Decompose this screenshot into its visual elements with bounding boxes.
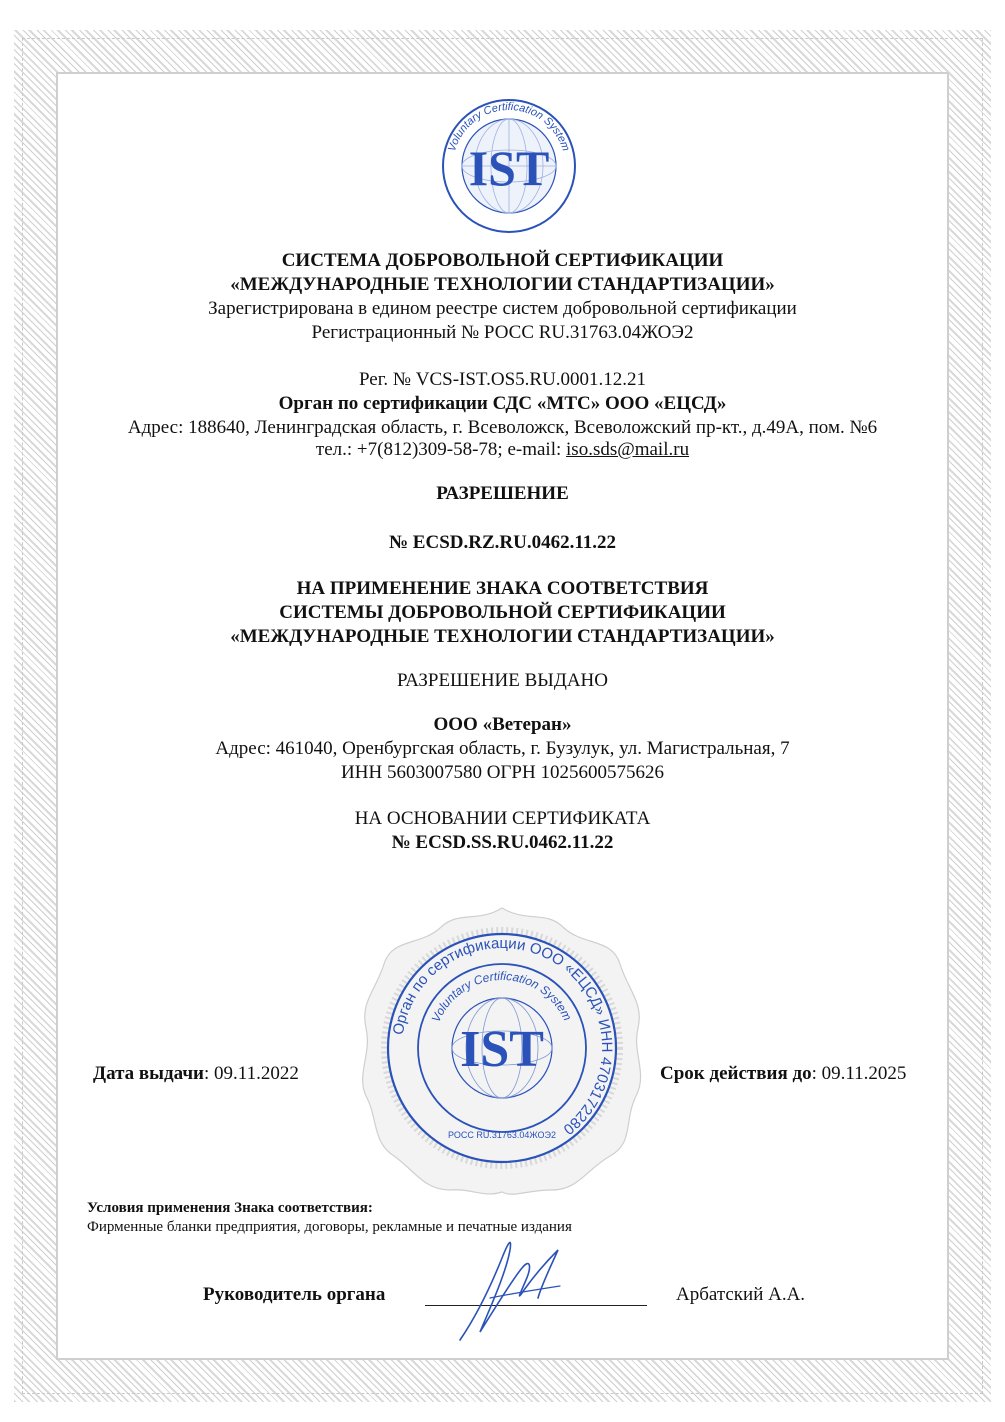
header-line2: «МЕЖДУНАРОДНЫЕ ТЕХНОЛОГИИ СТАНДАРТИЗАЦИИ» — [230, 274, 775, 295]
issue-date-value: : 09.11.2022 — [204, 1063, 299, 1084]
svg-text:РОСС RU.31763.04ЖОЭ2: РОСС RU.31763.04ЖОЭ2 — [448, 1130, 556, 1140]
header-line3: Зарегистрирована в едином реестре систем добровольной сертификации — [208, 298, 797, 319]
permit-subject1: НА ПРИМЕНЕНИЕ ЗНАКА СООТВЕТСТВИЯ — [296, 578, 709, 599]
svg-text:Voluntary Certification System: Voluntary Certification System — [446, 100, 572, 154]
svg-text:Орган по сертификации ООО «ЕЦС: Орган по сертификации ООО «ЕЦСД» ИНН 4703172280 — [389, 934, 616, 1138]
signer-name: Арбатский А.А. — [676, 1284, 806, 1305]
organ-name: Орган по сертификации СДС «МТС» ООО «ЕЦСД» — [278, 393, 727, 414]
permit-number: № ECSD.RZ.RU.0462.11.22 — [388, 532, 617, 553]
permit-issued-label: РАЗРЕШЕНИЕ ВЫДАНО — [396, 670, 608, 691]
svg-text:Voluntary Certification System: Voluntary Certification System — [428, 968, 575, 1025]
valid-until — [660, 1063, 906, 1085]
basis-number: № ECSD.SS.RU.0462.11.22 — [391, 832, 614, 853]
header-registration: Регистрационный № РОСС RU.31763.04ЖОЭ2 — [311, 322, 694, 343]
holder-name: ООО «Ветеран» — [433, 714, 572, 735]
organ-contacts-phone: тел.: +7(812)309-58-78; e-mail: — [315, 439, 567, 460]
organ-contacts — [60, 438, 945, 461]
conditions-text: Фирменные бланки предприятия, договоры, рекламные и печатные издания — [87, 1219, 572, 1235]
svg-text:IST: IST — [460, 1021, 544, 1078]
handwritten-signature — [450, 1228, 580, 1348]
valid-until-label: Срок действия до — [660, 1063, 812, 1084]
issue-date — [93, 1063, 299, 1085]
svg-text:IST: IST — [468, 140, 550, 196]
organ-email-link[interactable]: iso.sds@mail.ru — [566, 439, 690, 460]
organ-reg-number: Рег. № VCS-IST.OS5.RU.0001.12.21 — [358, 369, 647, 390]
permit-subject3: «МЕЖДУНАРОДНЫЕ ТЕХНОЛОГИИ СТАНДАРТИЗАЦИИ» — [230, 626, 775, 647]
basis-label: НА ОСНОВАНИИ СЕРТИФИКАТА — [354, 808, 651, 829]
issue-date-label: Дата выдачи — [93, 1063, 205, 1084]
conditions-heading: Условия применения Знака соответствия: — [87, 1200, 373, 1216]
signer-role: Руководитель органа — [203, 1284, 386, 1305]
holder-address: Адрес: 461040, Оренбургская область, г. Бузулук, ул. Магистральная, 7 — [215, 738, 790, 759]
permit-title: РАЗРЕШЕНИЕ — [436, 483, 569, 504]
organ-address: Адрес: 188640, Ленинградская область, г. Всеволожск, Всеволожский пр-кт., д.49А, пом. №6 — [127, 417, 878, 438]
certification-seal — [352, 898, 652, 1198]
valid-until-value: : 09.11.2025 — [811, 1063, 907, 1084]
permit-subject2: СИСТЕМЫ ДОБРОВОЛЬНОЙ СЕРТИФИКАЦИИ — [279, 602, 726, 623]
ist-logo — [440, 97, 578, 235]
holder-ids: ИНН 5603007580 ОГРН 1025600575626 — [341, 762, 664, 783]
header-line1: СИСТЕМА ДОБРОВОЛЬНОЙ СЕРТИФИКАЦИИ — [281, 250, 724, 271]
